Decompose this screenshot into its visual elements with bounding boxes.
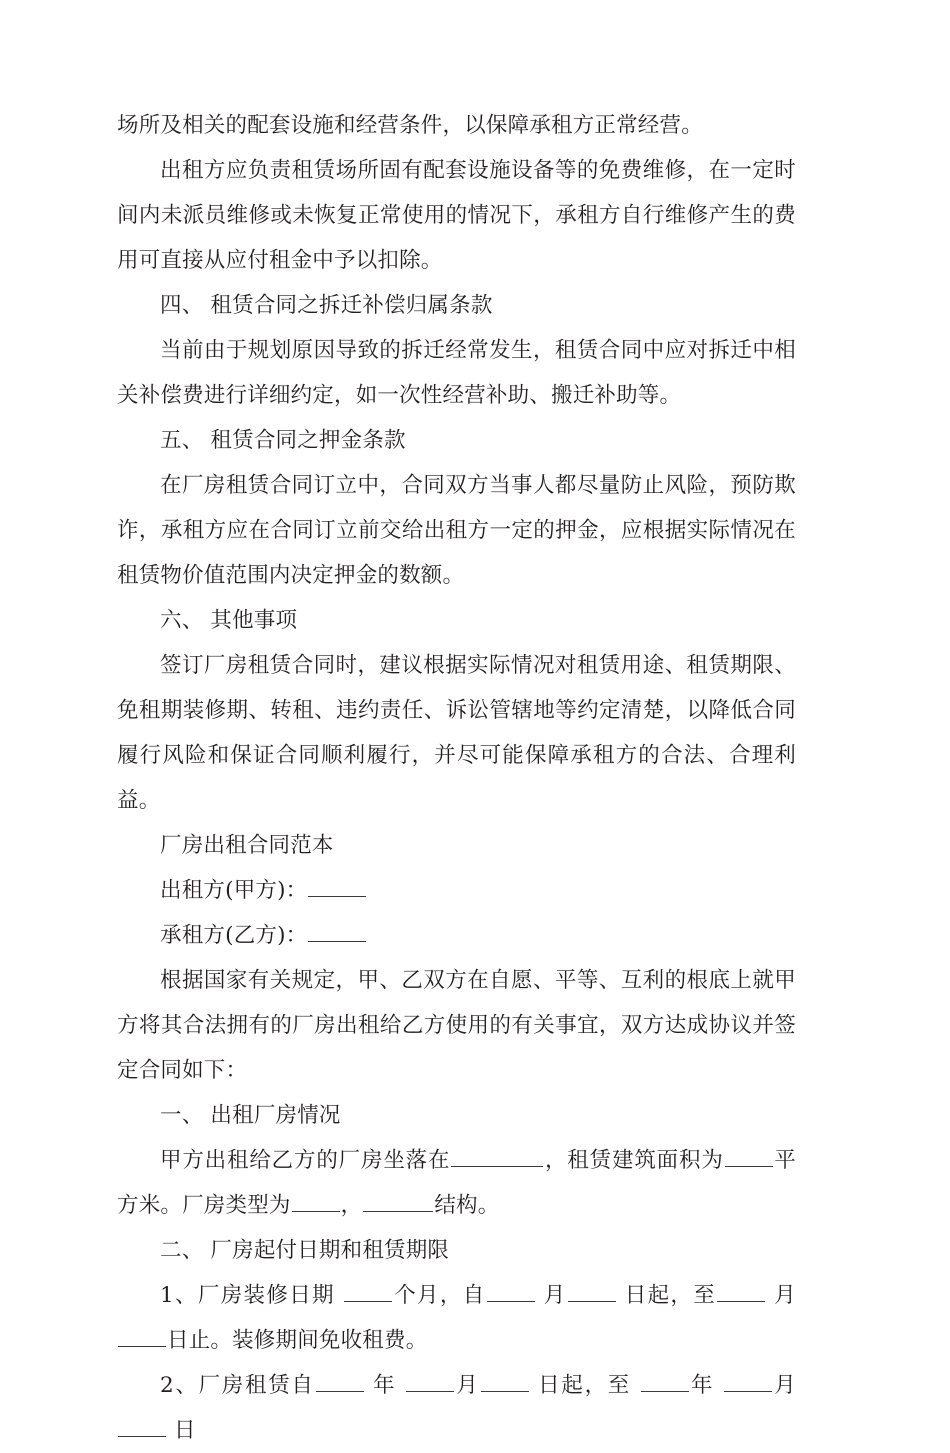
fill-in-blank[interactable] — [725, 1146, 773, 1167]
document-text-body — [117, 103, 804, 1453]
fill-in-blank[interactable] — [363, 1191, 433, 1212]
fill-in-blank[interactable] — [118, 1326, 166, 1347]
party-lines-section — [117, 868, 796, 958]
fill-in-blank[interactable] — [568, 1281, 616, 1302]
preamble-paragraph: 根据国家有关规定，甲、乙双方在自愿、平等、互利的根底上就甲方将其合法拥有的厂房出租给乙方使用的有关事宜，双方达成协议并签定合同如下： — [117, 968, 796, 1083]
section-heading: 五、 租赁合同之押金条款 — [160, 428, 406, 453]
fill-in-blank[interactable] — [316, 1371, 364, 1392]
body-paragraph: 厂房出租合同范本 — [160, 833, 334, 858]
party-label: 出租方(甲方)： — [160, 878, 308, 903]
section-heading: 四、 租赁合同之拆迁补偿归属条款 — [160, 293, 493, 318]
fill-in-blank[interactable] — [308, 876, 366, 897]
section-heading: 六、 其他事项 — [160, 608, 298, 633]
article-2-items — [117, 1273, 804, 1453]
prose-section — [117, 103, 796, 868]
fill-in-blank[interactable] — [308, 921, 366, 942]
body-paragraph: 签订厂房租赁合同时，建议根据实际情况对租赁用途、租赁期限、免租期装修期、转租、违约责任、诉讼管辖地等约定清楚，以降低合同履行风险和保证合同顺利履行，并尽可能保障承租方的合法、合理利益。 — [117, 653, 796, 813]
party-label: 承租方(乙方)： — [160, 923, 308, 948]
party-lessee — [117, 913, 796, 958]
body-paragraph: 出租方应负责租赁场所固有配套设施设备等的免费维修，在一定时间内未派员维修或未恢复正常使用的情况下，承租方自行维修产生的费用可直接从应付租金中予以扣除。 — [117, 158, 796, 273]
fill-in-blank[interactable] — [406, 1371, 454, 1392]
fill-in-blank[interactable] — [118, 1416, 166, 1437]
article-1-body: 甲方出租给乙方的厂房坐落在 ，租赁建筑面积为 平方米。厂房类型为 ， 结构。 — [117, 1138, 796, 1228]
fill-in-blank[interactable] — [344, 1281, 392, 1302]
fill-in-blank[interactable] — [717, 1281, 765, 1302]
body-paragraph: 当前由于规划原因导致的拆迁经常发生，租赁合同中应对拆迁中相关补偿费进行详细约定，如一次性经营补助、搬迁补助等。 — [117, 338, 796, 408]
fill-in-blank[interactable] — [451, 1146, 543, 1167]
party-lessor — [117, 868, 796, 913]
article-2-heading: 二、 厂房起付日期和租赁期限 — [160, 1238, 450, 1263]
fill-in-blank[interactable] — [487, 1281, 535, 1302]
fill-in-blank[interactable] — [724, 1371, 772, 1392]
item-2-1: 1、厂房装修日期 个月，自 月 日起，至 月 日止。装修期间免收租费。 — [117, 1273, 796, 1363]
fill-in-blank[interactable] — [481, 1371, 529, 1392]
body-paragraph: 在厂房租赁合同订立中，合同双方当事人都尽量防止风险，预防欺诈，承租方应在合同订立前交给出租方一定的押金，应根据实际情况在租赁物价值范围内决定押金的数额。 — [117, 473, 796, 588]
item-2-2: 2、厂房租赁自 年 月 日起，至 年 月 日 — [117, 1363, 796, 1453]
article-1-heading: 一、 出租厂房情况 — [160, 1103, 341, 1128]
body-paragraph: 场所及相关的配套设施和经营条件，以保障承租方正常经营。 — [117, 113, 703, 138]
fill-in-blank[interactable] — [641, 1371, 689, 1392]
fill-in-blank[interactable] — [292, 1191, 340, 1212]
